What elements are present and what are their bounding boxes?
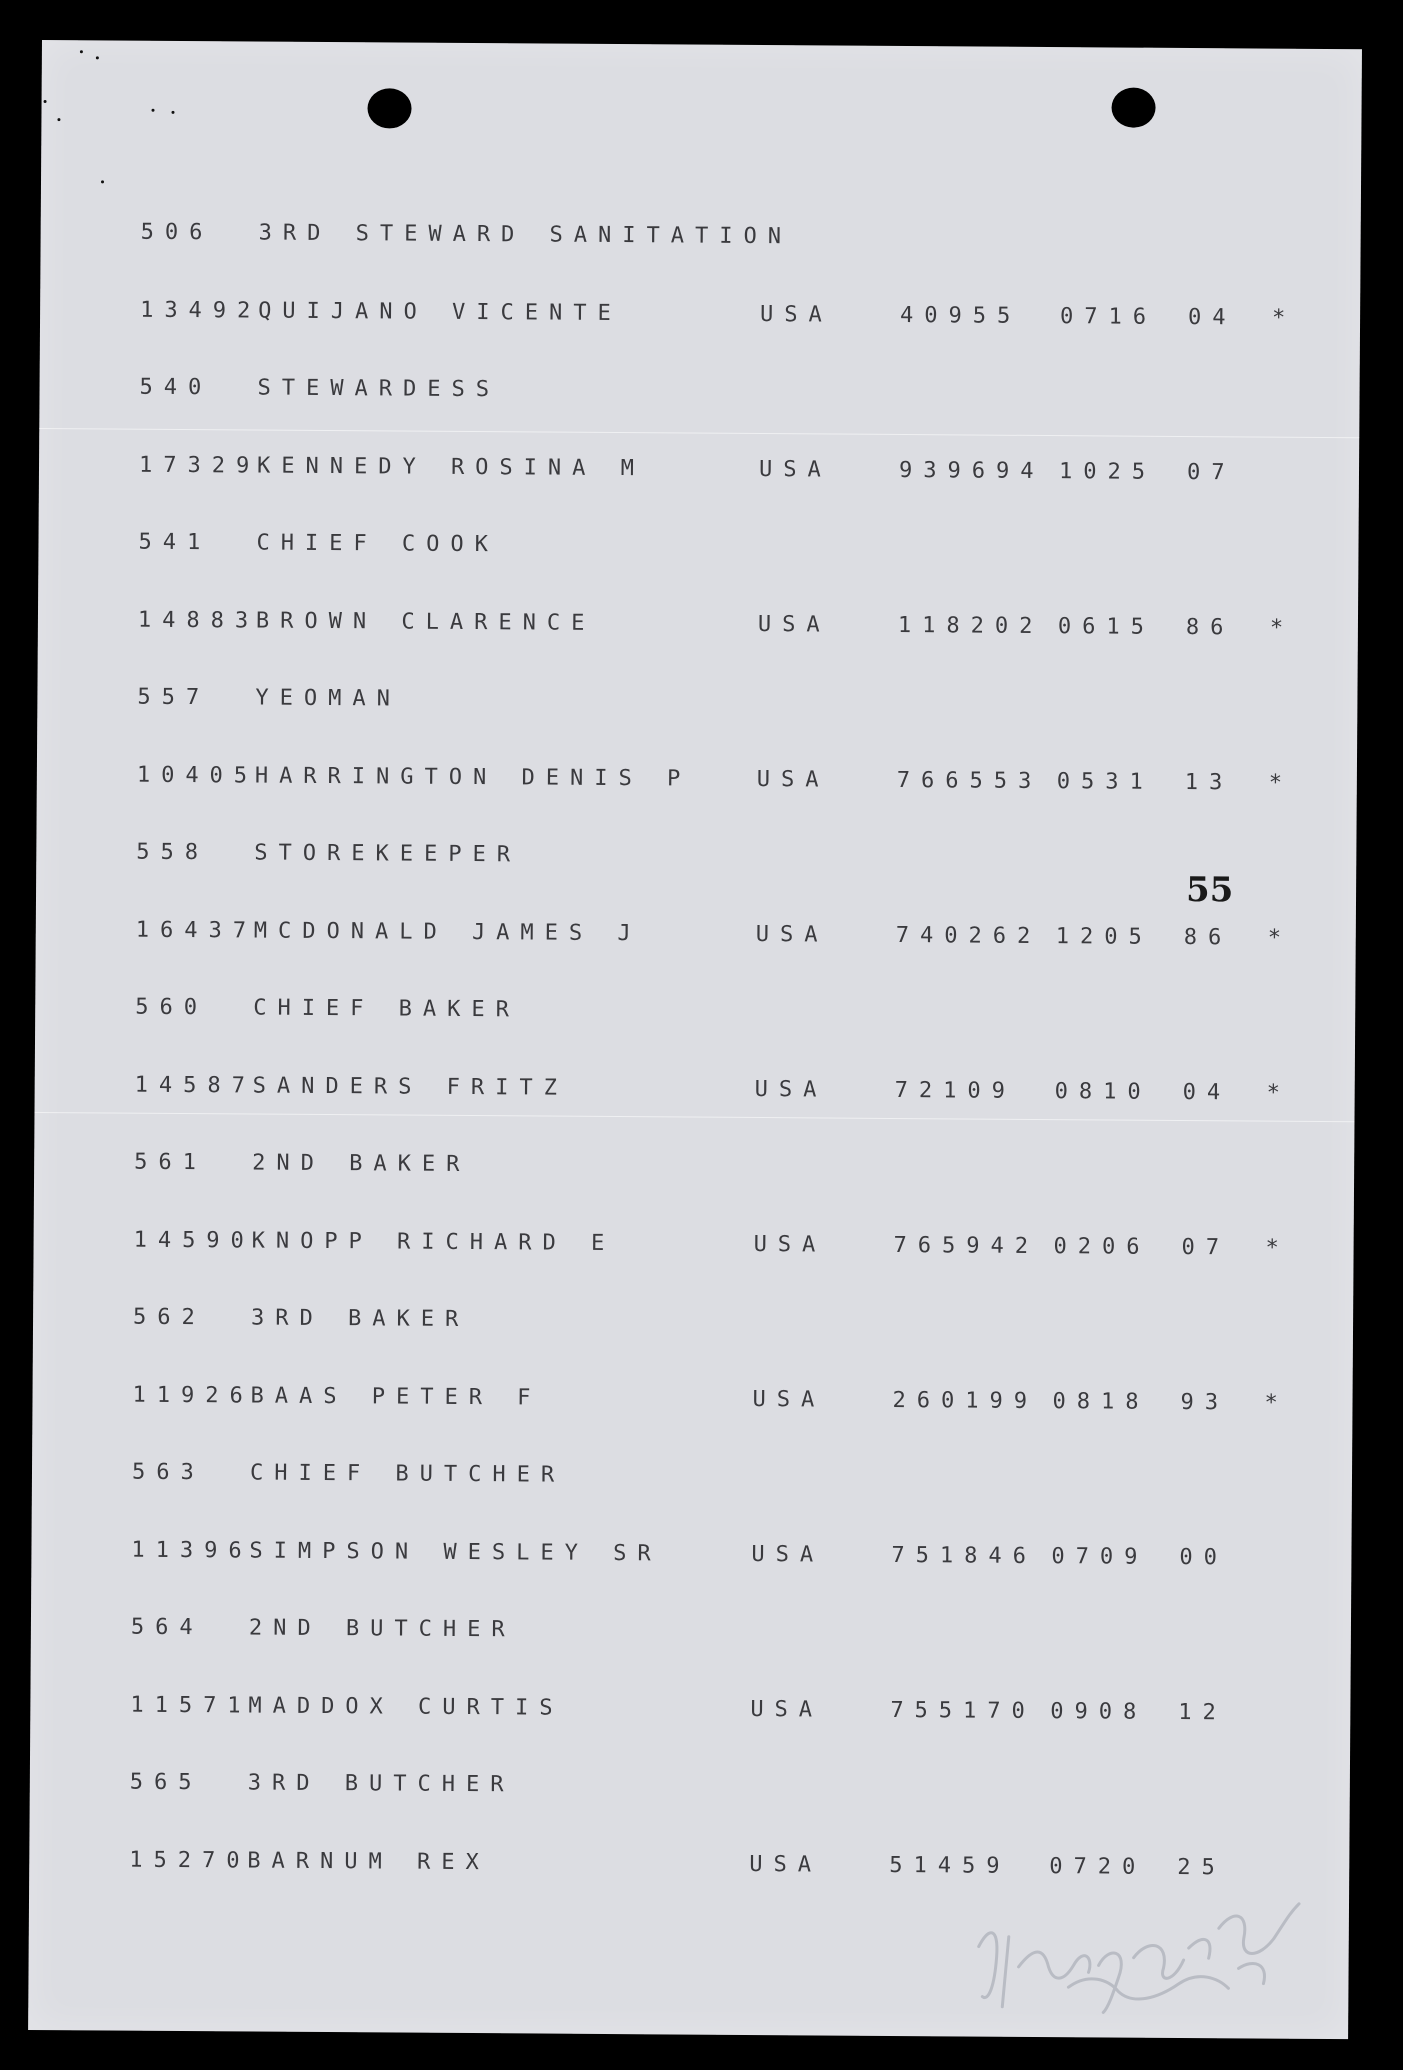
crew-name: KENNEDY ROSINA M [256,453,646,481]
crew-year: 25 [1177,1854,1226,1880]
crew-code: 11926 [132,1382,254,1409]
rating-header-row [34,1142,1354,1191]
crew-name: MADDOX CURTIS [248,1692,564,1721]
rating-header-row [36,832,1356,881]
crew-name: QUIJANO VICENTE [258,298,622,326]
crew-number: 755170 [890,1697,1036,1724]
crew-entry-row [35,1064,1355,1113]
crew-mark: * [1266,1080,1281,1106]
crew-date: 0716 [1060,303,1158,330]
rating-title: 2ND BUTCHER [248,1615,516,1643]
crew-entry-row [39,444,1359,493]
crew-nationality: USA [755,921,829,948]
crew-number: 765942 [893,1232,1040,1259]
rating-header-row [31,1607,1351,1656]
crew-nationality: USA [754,1076,828,1103]
rating-header-row [35,987,1355,1036]
crew-code: 13492 [140,297,262,324]
rating-code: 563 [131,1459,205,1486]
crew-code: 14883 [137,607,260,634]
crew-mark: * [1272,305,1286,331]
crew-year: 86 [1185,614,1235,640]
crew-number: 939694 [898,457,1045,484]
crew-number: 51459 [889,1852,1011,1879]
crew-code: 10405 [136,762,259,789]
crew-entry-row [30,1684,1350,1733]
crew-year: 12 [1178,1699,1227,1725]
rating-title: CHIEF BUTCHER [249,1460,566,1488]
crew-year: 86 [1183,924,1233,950]
crew-code: 15270 [129,1847,251,1873]
crew-date: 0908 [1050,1698,1148,1725]
rating-header-row [32,1452,1352,1501]
rating-code: 557 [137,684,211,711]
crew-year: 93 [1180,1389,1230,1415]
crew-name: SANDERS FRITZ [252,1072,568,1101]
crew-entry-row [29,1839,1349,1888]
crew-code: 14590 [133,1227,255,1254]
fold-line [35,1112,1355,1122]
crew-entry-row [36,909,1356,958]
punch-hole-right [1111,87,1155,127]
rating-title: 2ND BAKER [252,1150,471,1178]
ink-speck [101,180,104,183]
crew-year: 00 [1179,1544,1229,1570]
crew-number: 766553 [896,767,1043,794]
ink-speck [57,118,60,121]
crew-year: 13 [1184,769,1234,795]
crew-entry-row [37,754,1357,803]
crew-date: 0720 [1049,1853,1147,1880]
crew-year: 07 [1186,459,1236,485]
rating-title: YEOMAN [255,685,401,712]
crew-date: 1025 [1058,458,1157,485]
crew-mark: * [1269,615,1284,641]
ink-speck [152,109,155,112]
crew-number: 751846 [891,1542,1038,1569]
rating-title: STOREKEEPER [254,840,522,868]
crew-name: MCDONALD JAMES J [253,918,642,946]
crew-code: 11396 [131,1537,253,1564]
rating-title: CHIEF COOK [256,530,500,558]
rating-code: 506 [140,219,214,246]
crew-name: KNOPP RICHARD E [251,1227,616,1256]
rating-code: 564 [130,1614,204,1641]
crew-mark: * [1268,770,1283,796]
crew-name: BROWN CLARENCE [255,608,596,636]
crew-entry-row [40,289,1360,338]
crew-nationality: USA [751,1541,825,1567]
crew-date: 0810 [1054,1078,1152,1105]
crew-number: 260199 [892,1387,1039,1414]
crew-mark: * [1267,925,1282,951]
rating-title: CHIEF BAKER [253,995,521,1023]
crew-name: HARRINGTON DENIS P [254,763,692,792]
crew-date: 1205 [1055,923,1153,950]
rating-title: 3RD BAKER [250,1305,470,1333]
signature-scrawl [958,1886,1319,2019]
crew-entry-row [32,1374,1352,1423]
crew-year: 04 [1188,304,1237,330]
crew-entry-row [33,1219,1353,1268]
crew-mark: * [1265,1235,1279,1261]
document-page [28,40,1362,2039]
rating-code: 541 [138,529,212,556]
rating-header-row [38,522,1358,571]
crew-nationality: USA [749,1851,823,1877]
crew-nationality: USA [757,611,831,638]
rating-title: STEWARDESS [257,375,501,403]
crew-code: 17329 [138,452,261,479]
crew-code: 16437 [135,917,258,944]
rating-header-row [41,212,1361,261]
rating-header-row [33,1297,1353,1346]
ink-speck [96,56,99,59]
crew-date: 0615 [1057,613,1156,640]
ink-speck [171,111,174,114]
rating-title: 3RD STEWARD SANITATION [258,220,793,250]
crew-number: 40955 [900,302,1022,329]
crew-name: SIMPSON WESLEY SR [249,1537,662,1566]
crew-code: 11571 [130,1692,252,1719]
crew-nationality: USA [760,301,833,328]
crew-name: BAAS PETER F [250,1382,542,1411]
crew-number: 118202 [897,612,1044,639]
crew-nationality: USA [753,1231,827,1258]
crew-nationality: USA [758,456,832,483]
crew-entry-row [31,1529,1351,1578]
crew-nationality: USA [752,1386,826,1413]
crew-name: BARNUM REX [247,1847,490,1875]
crew-date: 0818 [1052,1388,1150,1415]
rating-header-row [30,1762,1350,1811]
crew-date: 0709 [1051,1543,1149,1570]
fold-line [39,428,1359,438]
crew-number: 740262 [895,922,1042,949]
crew-nationality: USA [750,1696,824,1722]
rating-code: 540 [139,374,213,401]
punch-hole-left [367,88,411,128]
crew-entry-row [38,599,1358,648]
crew-year: 07 [1181,1234,1231,1260]
crew-list [42,40,1362,1880]
ink-speck [44,100,47,103]
crew-mark: * [1264,1390,1278,1416]
rating-code: 561 [134,1149,208,1176]
rating-code: 565 [129,1769,203,1796]
rating-code: 560 [135,994,209,1021]
page-number: 55 [1185,870,1234,911]
crew-code: 14587 [134,1072,257,1099]
rating-header-row [37,677,1357,726]
crew-number: 72109 [894,1077,1017,1104]
crew-nationality: USA [756,766,830,793]
rating-code: 558 [136,839,210,866]
crew-date: 0206 [1053,1233,1151,1260]
rating-title: 3RD BUTCHER [247,1770,515,1798]
crew-year: 04 [1182,1079,1232,1105]
rating-header-row [39,367,1359,416]
rating-code: 562 [132,1304,206,1331]
crew-date: 0531 [1056,768,1154,795]
ink-speck [80,50,83,53]
